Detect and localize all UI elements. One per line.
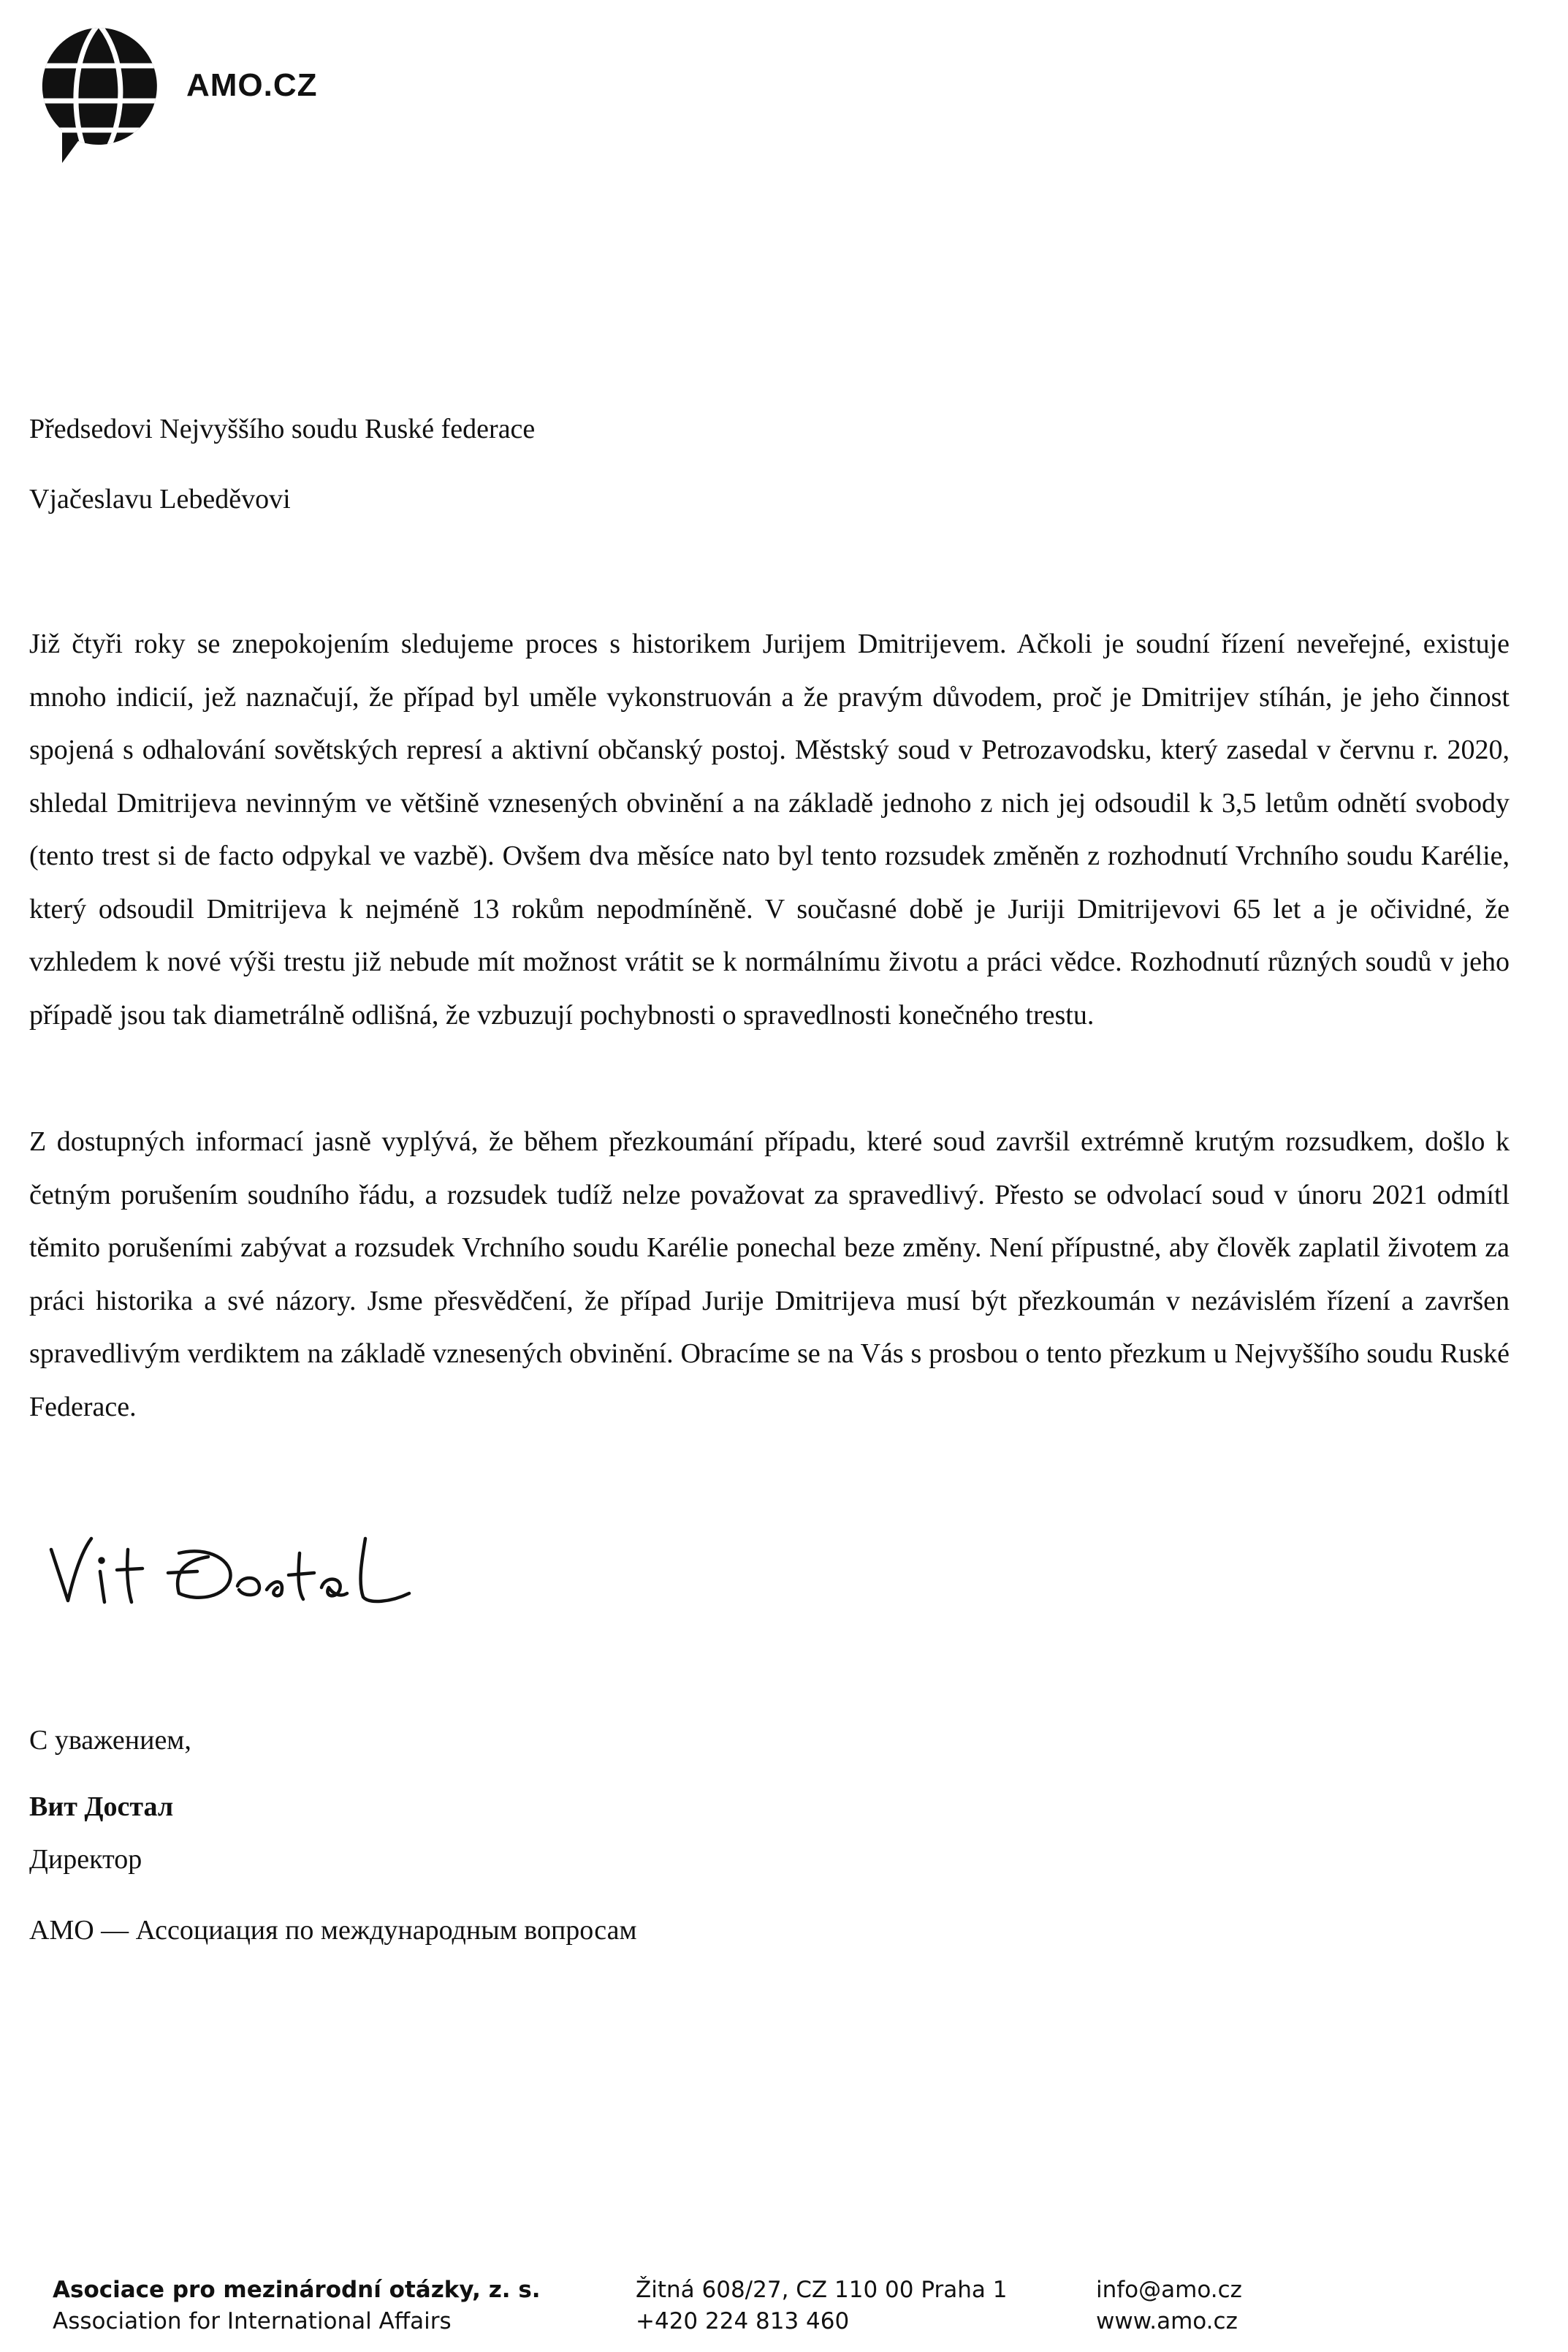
- handwritten-signature: [40, 1520, 420, 1623]
- footer-org-cz: Asociace pro mezinárodní otázky, z. s.: [53, 2277, 541, 2303]
- footer-contact-online: [1096, 2275, 1242, 2337]
- addressee-line-2: Vjačeslavu Lebeděvovi: [29, 484, 291, 515]
- footer-organization: [53, 2275, 541, 2337]
- closing-salutation: С уважением,: [29, 1725, 191, 1756]
- signatory-title: Директор: [29, 1844, 142, 1875]
- footer-phone: +420 224 813 460: [636, 2308, 850, 2334]
- addressee-line-1: Předsedovi Nejvyššího soudu Ruské federace: [29, 414, 536, 444]
- body-paragraph-2: Z dostupných informací jasně vyplývá, že během přezkoumání případu, které soud završil extrémně krutým rozsudkem, došlo k četným porušením soudního řádu, a rozsudek tudíž nelze považovat za spravedlivý. Přesto se odvolací soud v únoru 2021 odmítl těmito porušeními zabývat a rozsudek Vrchního soudu Karélie ponechal beze změny. Není přípustné, aby člověk zaplatil životem za práci historika a své názory. Jsme přesvědčení, že případ Jurije Dmitrijeva musí být přezkoumán v nezávislém řízení a završen spravedlivým verdiktem na základě vznesených obvinění. Obracíme se na Vás s prosbou o tento přezkum u Nejvyššího soudu Ruské Federace.: [29, 1126, 1510, 1422]
- footer-contact-address: [636, 2275, 1007, 2337]
- signatory-name: Вит Достал: [29, 1791, 174, 1822]
- footer-address: Žitná 608/27, CZ 110 00 Praha 1: [636, 2277, 1008, 2303]
- footer-org-en: Association for International Affairs: [53, 2308, 452, 2334]
- amo-logo-icon: [40, 28, 157, 167]
- footer-email: info@amo.cz: [1096, 2277, 1242, 2303]
- brand-name: AMO.CZ: [186, 67, 318, 103]
- footer-web: www.amo.cz: [1096, 2308, 1238, 2334]
- body-paragraph-1: Již čtyři roky se znepokojením sledujeme proces s historikem Jurijem Dmitrijevem. Ačkoli je soudní řízení neveřejné, existuje mnoho indicií, jež naznačují, že případ byl uměle vykonstruován a že pravým důvodem, proč je Dmitrijev stíhán, je jeho činnost spojená s odhalování sovětských represí a aktivní občanský postoj. Městský soud v Petrozavodsku, který zasedal v červnu r. 2020, shledal Dmitrijeva nevinným ve většině vznesených obvinění a na základě jednoho z nich jej odsoudil k 3,5 letům odnětí svobody (tento trest si de facto odpykal ve vazbě). Ovšem dva měsíce nato byl tento rozsudek změněn z rozhodnutí Vrchního soudu Karélie, který odsoudil Dmitrijeva k nejméně 13 rokům nepodmíněně. V současné době je Juriji Dmitrijevovi 65 let a je očividné, že vzhledem k nové výši trestu již nebude mít možnost vrátit se k normálnímu životu a práci vědce. Rozhodnutí různých soudů v jeho případě jsou tak diametrálně odlišná, že vzbuzují pochybnosti o spravedlnosti konečného trestu.: [29, 629, 1510, 1031]
- signatory-organization: AMO — Ассоциация по международным вопросам: [29, 1915, 637, 1946]
